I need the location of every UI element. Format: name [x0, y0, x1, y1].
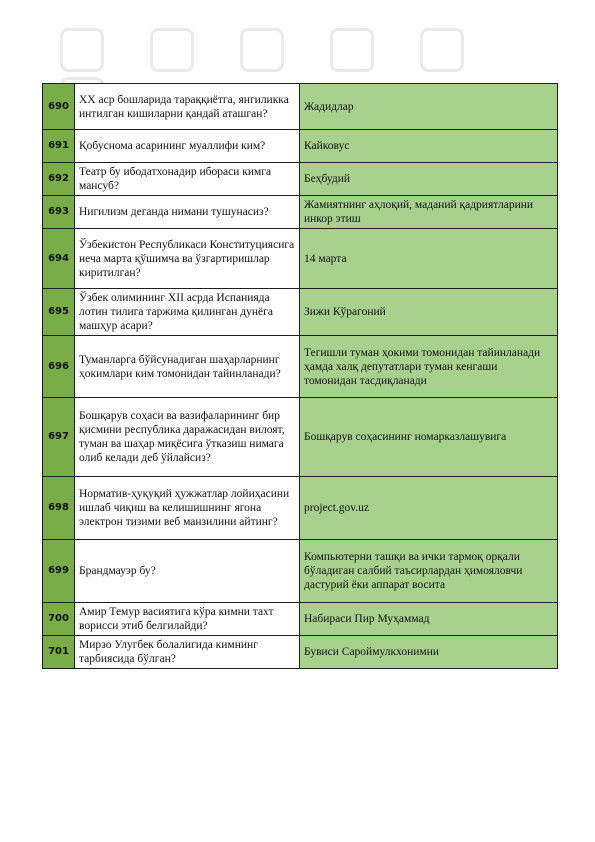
row-number: 693 [43, 196, 75, 229]
table-row [43, 196, 558, 229]
table-row [43, 603, 558, 636]
row-number: 697 [43, 398, 75, 477]
answer-cell: Бувиси Сароймулкхонимни [300, 636, 558, 669]
watermark-icon [150, 28, 194, 72]
question-cell: Амир Темур васиятига кўра кимни тахт ворисси этиб белгилайди? [75, 603, 300, 636]
watermark-icon [240, 28, 284, 72]
row-number: 701 [43, 636, 75, 669]
question-cell: Нигилизм деганда нимани тушунасиз? [75, 196, 300, 229]
question-cell: Туманларга бўйсунадиган шаҳарларнинг ҳокимлари ким томонидан тайинланади? [75, 336, 300, 398]
table-row [43, 398, 558, 477]
answer-cell: Жадидлар [300, 84, 558, 130]
row-number: 691 [43, 130, 75, 163]
question-cell: Мирзо Улугбек болалигида кимнинг тарбиясида бўлган? [75, 636, 300, 669]
table-row [43, 130, 558, 163]
answer-cell: Набираси Пир Муҳаммад [300, 603, 558, 636]
question-cell: XX аср бошларида тараққиётга, янгиликка интилган кишиларни қандай аташган? [75, 84, 300, 130]
row-number: 695 [43, 289, 75, 336]
question-cell: Брандмауэр бу? [75, 540, 300, 603]
answer-cell: Бошқарув соҳасининг номарказлашувига [300, 398, 558, 477]
question-cell: Ўзбек олимининг XII асрда Испанияда лотин тилига таржима қилинган дунёга машҳур асари? [75, 289, 300, 336]
answer-cell: Жамиятнинг аҳлоқий, маданий қадриятларини инкор этиш [300, 196, 558, 229]
row-number: 690 [43, 84, 75, 130]
answer-cell: project.gov.uz [300, 477, 558, 540]
question-cell: Норматив-ҳуқуқий ҳужжатлар лойиҳасини ишлаб чиқиш ва келишишнинг ягона электрон тизими веб манзилини айтинг? [75, 477, 300, 540]
row-number: 692 [43, 163, 75, 196]
answer-cell: Компьютерни ташқи ва ички тармоқ орқали бўладиган салбий таъсирлардан ҳимояловчи дастурий ёки аппарат восита [300, 540, 558, 603]
row-number: 694 [43, 229, 75, 289]
question-cell: Театр бу ибодатхонадир ибораси кимга мансуб? [75, 163, 300, 196]
answer-cell: Кайковус [300, 130, 558, 163]
row-number: 699 [43, 540, 75, 603]
row-number: 700 [43, 603, 75, 636]
answer-cell: 14 марта [300, 229, 558, 289]
table-row [43, 229, 558, 289]
question-answer-table [42, 83, 558, 669]
watermark-icon [60, 28, 104, 72]
watermark-pattern [60, 28, 580, 78]
question-cell: Бошқарув соҳаси ва вазифаларининг бир қисмини республика даражасидан вилоят, туман ва шаҳар миқёсига ўтказиш нимага олиб келади деб ўйлайсиз? [75, 398, 300, 477]
table-row [43, 336, 558, 398]
table-row [43, 289, 558, 336]
question-cell: Ўзбекистон Республикаси Конституциясига неча марта қўшимча ва ўзгартиришлар киритилган? [75, 229, 300, 289]
table-row [43, 540, 558, 603]
table-row [43, 163, 558, 196]
answer-cell: Беҳбудий [300, 163, 558, 196]
row-number: 698 [43, 477, 75, 540]
question-cell: Қобуснома асарининг муаллифи ким? [75, 130, 300, 163]
answer-cell: Зижи Кўрагоний [300, 289, 558, 336]
table-row [43, 84, 558, 130]
answer-cell: Тегишли туман ҳокими томонидан тайинланади ҳамда халқ депутатлари туман кенгаши томонидан тасдиқланади [300, 336, 558, 398]
watermark-icon [330, 28, 374, 72]
table-row [43, 636, 558, 669]
watermark-icon [420, 28, 464, 72]
row-number: 696 [43, 336, 75, 398]
table-row [43, 477, 558, 540]
